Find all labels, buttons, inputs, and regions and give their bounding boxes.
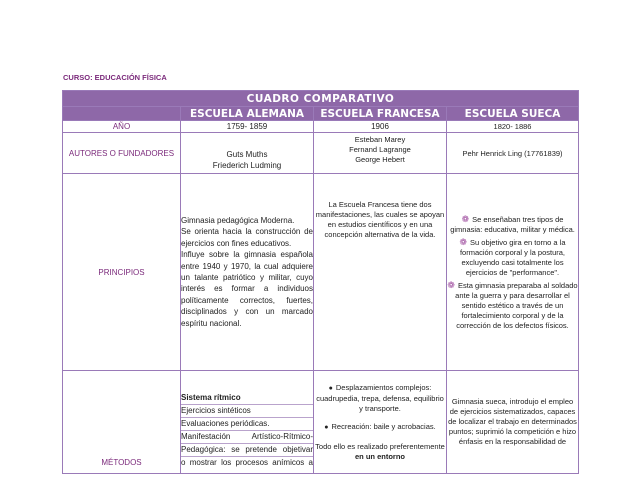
round-bullet-icon: ● (324, 423, 329, 431)
round-bullet-icon: ● (328, 384, 333, 392)
header-francesa: ESCUELA FRANCESA (314, 107, 447, 121)
comparison-table (62, 90, 579, 474)
gear-bullet-icon: ❁ (447, 279, 455, 290)
principle-text: Se orienta hacia la construcción de ejercicios con fines educativos. (181, 227, 313, 248)
principles-alemana (181, 174, 314, 371)
principles-francesa (314, 174, 447, 371)
methods-sueca: Gimnasia sueca, introdujo el empleo de ejercicios sistematizados, capaces de localizar el trabajo en determinados puntos; suprimió la competición e hizo énfasis en la responsabilidad de (447, 371, 579, 474)
row-label-methods: MÉTODOS (63, 371, 181, 474)
methods-alemana (181, 371, 314, 474)
principle-text: Se enseñaban tres tipos de gimnasia: educativa, militar y médica. (450, 214, 575, 234)
methods-francesa (314, 371, 447, 474)
gear-bullet-icon: ❁ (459, 236, 468, 247)
header-alemana: ESCUELA ALEMANA (181, 107, 314, 121)
year-francesa: 1906 (314, 121, 447, 133)
method-text: Recreación: baile y acrobacias. (331, 421, 436, 431)
year-sueca: 1820- 1886 (447, 121, 579, 133)
method-line: Manifestación Artístico-Rítmico- (181, 431, 313, 444)
list-item (447, 214, 578, 235)
principle-text: Influye sobre la gimnasia española entre 1940 y 1970, la cual adquiere un talante patriótico y militar, cuyo interés es formar a individuos políticamente correctos, fuertes, disciplinados y con un marcado espíritu nacional. (181, 250, 313, 328)
principles-sueca (447, 174, 579, 371)
method-line: o mostrar los procesos anímicos a (181, 457, 313, 467)
table-title: CUADRO COMPARATIVO (63, 91, 579, 107)
author-name: Guts Muths (226, 150, 268, 159)
method-text-block (314, 442, 446, 462)
row-label-principles: PRINCIPIOS (63, 174, 181, 371)
list-item (447, 237, 578, 278)
authors-francesa (314, 133, 447, 174)
gear-bullet-icon: ❁ (461, 213, 470, 224)
method-text: Desplazamientos complejos: cuadrupedia, trepa, defensa, equilibrio y transporte. (316, 382, 444, 413)
row-label-authors: AUTORES O FUNDADORES (63, 133, 181, 174)
authors-sueca: Pehr Henrick Ling (17761839) (447, 133, 579, 174)
corner-cell (63, 107, 181, 121)
method-text: Todo ello es realizado preferentemente (315, 441, 445, 451)
author-name: Fernand Lagrange (349, 145, 411, 154)
method-line: Ejercicios sintéticos (181, 405, 313, 418)
method-line: Sistema rítmico (181, 392, 313, 405)
method-text-bold: en un entorno (355, 451, 405, 461)
course-title: CURSO: EDUCACIÓN FÍSICA (63, 73, 167, 82)
authors-alemana (181, 133, 314, 174)
principle-text: Su objetivo gira en torno a la formación corporal y la postura, excluyendo casi totalmente los ejercicios de "performance". (459, 237, 566, 277)
method-line: Evaluaciones periódicas. (181, 418, 313, 431)
principle-text: La Escuela Francesa tiene dos manifestaciones, las cuales se apoyan en estudios científicos y en una concepción alternativa de la vida. (315, 200, 445, 239)
author-name: George Hebert (355, 155, 405, 164)
row-label-year: AÑO (63, 121, 181, 133)
method-line: Pedagógica: se pretende objetivar (181, 444, 313, 457)
list-item (314, 383, 446, 414)
principle-text: Esta gimnasia preparaba al soldado ante la guerra y para desarrollar el sentido estético a través de un fortalecimiento corporal y de la corrección de los defectos físicos. (455, 280, 578, 330)
author-name: Esteban Marey (354, 135, 406, 144)
list-item (314, 422, 446, 433)
header-sueca: ESCUELA SUECA (447, 107, 579, 121)
author-name: Friederich Ludming (212, 161, 282, 170)
list-item (447, 280, 578, 331)
principle-text: Gimnasia pedagógica Moderna. (181, 215, 295, 225)
year-alemana: 1759- 1859 (181, 121, 314, 133)
